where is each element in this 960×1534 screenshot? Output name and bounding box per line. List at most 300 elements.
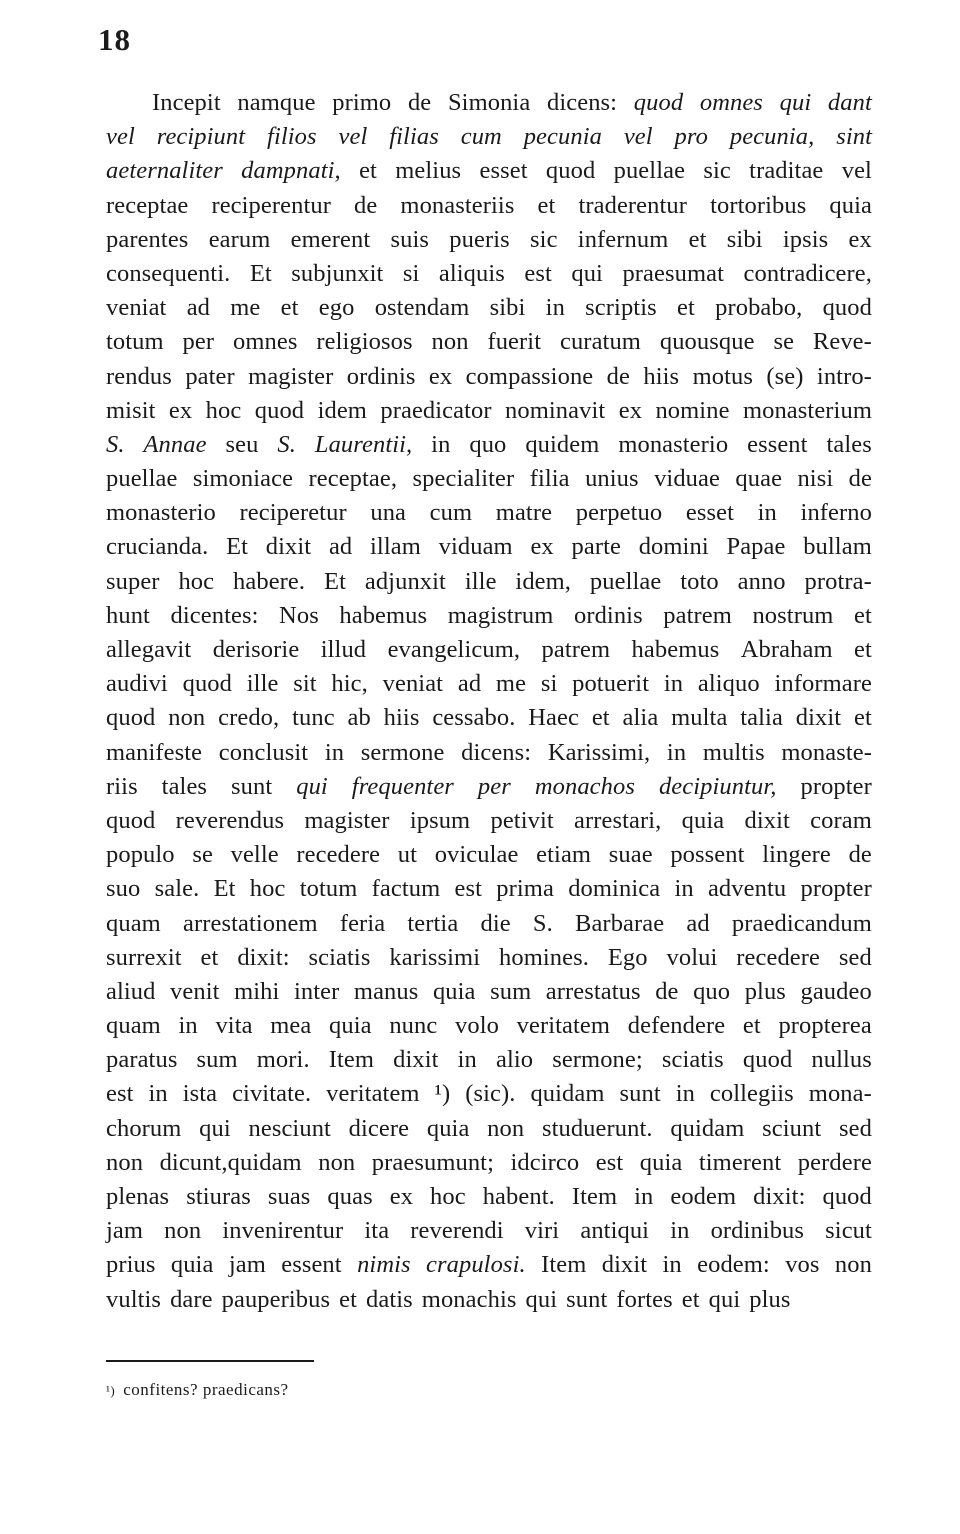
word: plus — [744, 977, 786, 1005]
word: vel — [623, 123, 653, 151]
word: quam — [106, 1012, 161, 1040]
word: Laurentii, — [314, 430, 413, 458]
word: alio — [495, 1046, 534, 1074]
word: ille — [246, 670, 279, 698]
word: in — [178, 1012, 198, 1040]
word: gaudeo — [800, 977, 872, 1005]
text-line — [106, 325, 872, 359]
word: ad — [457, 670, 482, 698]
word: Et — [226, 533, 249, 561]
word: ipsis — [782, 225, 829, 253]
word: veniat — [106, 294, 167, 322]
word: quod — [106, 806, 156, 834]
text-line — [106, 1180, 872, 1214]
word: earum — [208, 225, 271, 253]
word: totum — [299, 875, 358, 903]
word: jam — [106, 1217, 144, 1245]
text-line — [106, 1077, 872, 1111]
footnote-marker: ¹) — [106, 1383, 116, 1398]
word: arrestari, — [574, 806, 662, 834]
word: me — [495, 670, 527, 698]
word: pecunia, — [729, 123, 815, 151]
word: vel — [106, 123, 135, 151]
word: invenirentur — [222, 1217, 344, 1245]
word: ad — [328, 533, 353, 561]
word: monasterio — [106, 499, 216, 527]
word: sunt — [231, 772, 273, 800]
word: se — [192, 841, 213, 869]
word: hiis — [643, 362, 680, 390]
word: habere. — [233, 567, 306, 595]
word: specialiter — [412, 465, 515, 493]
text-line — [106, 1009, 872, 1043]
footnote-divider — [106, 1360, 314, 1362]
word: ordinis — [573, 601, 643, 629]
word: fuerit — [487, 328, 542, 356]
word: quidam — [670, 1114, 745, 1142]
word: mea — [270, 1012, 312, 1040]
word: Papae — [726, 533, 786, 561]
text-line — [106, 565, 872, 599]
word: sciunt — [762, 1114, 822, 1142]
text-line — [106, 599, 872, 633]
word: quod — [822, 294, 872, 322]
word: praesumunt; — [371, 1148, 494, 1176]
word: ille — [464, 567, 497, 595]
word: (se) — [766, 362, 804, 390]
word: ex — [530, 533, 554, 561]
word: vos — [785, 1251, 820, 1279]
word: non — [168, 704, 206, 732]
word: illud — [320, 636, 367, 663]
word: talia — [740, 704, 783, 732]
word: arrestatus — [545, 977, 641, 1005]
word: puellae — [613, 157, 686, 185]
word: veritatem — [326, 1080, 420, 1108]
word: ita — [364, 1217, 390, 1245]
text-line — [106, 804, 872, 838]
word: credo, — [218, 704, 280, 732]
text-line — [106, 872, 872, 906]
word: dicunt,quidam — [159, 1148, 302, 1176]
word: fortes — [616, 1285, 673, 1313]
word: in — [324, 738, 345, 766]
word: surrexit — [106, 943, 182, 971]
word: multa — [671, 704, 728, 732]
word: die — [480, 909, 511, 937]
word: Item — [541, 1251, 587, 1279]
word: homines. — [499, 943, 589, 971]
word: crapulosi. — [426, 1251, 526, 1279]
word: dixit — [795, 704, 842, 732]
word: religiosos — [316, 328, 413, 356]
word: dare — [170, 1285, 213, 1313]
text-line — [106, 257, 872, 291]
word: et — [280, 294, 299, 322]
word: dixit — [601, 1251, 648, 1279]
word: est — [595, 1148, 624, 1176]
word: lingere — [762, 841, 831, 869]
word: totum — [106, 328, 164, 356]
word: dicens: — [546, 89, 618, 116]
word: de — [848, 841, 872, 869]
word: arrestationem — [183, 909, 318, 937]
text-line — [106, 530, 872, 564]
word: collegiis — [709, 1080, 794, 1108]
word: hoc — [178, 567, 215, 595]
word: ad — [686, 909, 710, 937]
word: prius — [106, 1251, 156, 1279]
text-line — [106, 86, 872, 120]
word: praesumat — [622, 259, 725, 287]
word: intro- — [816, 362, 872, 390]
word: ipsum — [409, 806, 471, 834]
word: anno — [737, 567, 786, 595]
word: Barbarae — [575, 909, 665, 937]
word: propter — [800, 875, 872, 903]
word: dixit — [744, 806, 790, 834]
word: qui — [571, 259, 603, 287]
word: sed — [838, 1114, 872, 1142]
word: namque — [237, 89, 316, 116]
text-line — [106, 394, 872, 428]
word: seu — [225, 430, 259, 458]
word: dominica — [568, 875, 661, 903]
word: filias — [389, 123, 439, 151]
word: Ego — [607, 943, 648, 971]
word: in — [675, 1080, 695, 1108]
word: quod — [182, 670, 232, 698]
word: jam — [228, 1251, 266, 1279]
word: melius — [395, 157, 462, 185]
text-line — [106, 667, 872, 701]
word: subjunxit — [291, 259, 384, 287]
word: traderentur — [578, 191, 688, 219]
word: potuerit — [572, 670, 650, 698]
word: in — [148, 1080, 168, 1108]
word: ab — [347, 704, 371, 732]
word: vita — [215, 1012, 253, 1040]
word: dicens: — [461, 738, 532, 766]
word: dixit: — [753, 1183, 806, 1210]
word: viri — [524, 1217, 560, 1245]
word: populo — [106, 841, 175, 869]
word: sunt — [619, 1080, 661, 1108]
word: magister — [248, 362, 334, 390]
word: recedere — [736, 943, 821, 971]
word: bullam — [803, 533, 872, 561]
word: et — [854, 601, 872, 629]
word: veniat — [382, 670, 444, 698]
word: veritatem — [516, 1012, 611, 1040]
word: petivit — [490, 806, 554, 834]
word: manus — [353, 977, 419, 1005]
word: sicut — [825, 1217, 872, 1245]
word: S. — [106, 430, 125, 458]
word: ordinibus — [710, 1217, 805, 1245]
word: ex — [389, 1183, 414, 1210]
word: aeternaliter — [106, 157, 223, 185]
text-line — [106, 1043, 872, 1077]
text-line — [106, 291, 872, 325]
word: perpetuo — [575, 499, 663, 527]
word: vel — [841, 157, 872, 185]
text-line — [106, 975, 872, 1009]
word: in — [674, 875, 694, 903]
word: contradicere, — [743, 259, 872, 287]
word: ex — [168, 396, 193, 424]
word: unius — [585, 465, 639, 493]
word: Annae — [143, 430, 207, 458]
word: in — [634, 1183, 654, 1210]
word: tortoribus — [710, 191, 807, 219]
word: pater — [185, 362, 235, 390]
word: me — [230, 294, 261, 322]
word: aliquis — [438, 259, 505, 287]
word: consequenti. — [106, 259, 231, 287]
word: ego — [318, 294, 355, 322]
footnote — [106, 1380, 289, 1400]
word: inter — [293, 977, 340, 1005]
word: evangelicum, — [387, 636, 521, 663]
word: esset — [685, 499, 734, 527]
body-text — [106, 86, 872, 1317]
word: ex — [618, 396, 643, 424]
word: quia — [329, 1012, 372, 1040]
word: S. — [277, 430, 296, 458]
word: quae — [735, 465, 783, 493]
word: hic, — [331, 670, 368, 698]
word: dicentes: — [170, 601, 259, 629]
text-line — [106, 462, 872, 496]
word: quia — [426, 1114, 470, 1142]
word: pecunia — [523, 123, 602, 151]
word: ordinis — [346, 362, 416, 390]
word: ista — [182, 1080, 218, 1108]
word: compassione — [465, 362, 594, 390]
word: sciatis — [661, 1046, 724, 1074]
word: sic — [530, 225, 558, 253]
word: dicere — [348, 1114, 410, 1142]
word: propterea — [778, 1012, 872, 1040]
word: nostrum — [752, 601, 834, 629]
word: et — [854, 704, 872, 732]
word: quia — [432, 977, 476, 1005]
word: magistrum — [447, 601, 554, 629]
word: quidam — [530, 1080, 605, 1108]
word: domini — [638, 533, 709, 561]
word: Et — [324, 567, 346, 595]
word: ostendam — [374, 294, 470, 322]
text-line — [106, 1248, 872, 1282]
word: praedicator — [380, 396, 492, 424]
word: qui — [199, 1114, 231, 1142]
word: reverendi — [410, 1217, 504, 1245]
word: idem, — [515, 567, 572, 595]
word: plus — [749, 1285, 791, 1313]
word: hoc — [205, 396, 242, 424]
word: derisorie — [212, 636, 300, 663]
text-line — [106, 428, 872, 462]
word: quo — [469, 430, 507, 458]
word: audivi — [106, 670, 168, 698]
word: magister — [304, 806, 390, 834]
text-line — [106, 1112, 872, 1146]
word: hiis — [383, 704, 420, 732]
word: informare — [774, 670, 872, 698]
word: monasterio — [618, 430, 729, 458]
footnote-text: confitens? praedicans? — [123, 1380, 289, 1399]
word: Incepit — [152, 89, 221, 116]
word: possent — [670, 841, 745, 869]
word: Nos — [279, 601, 319, 629]
word: datis — [366, 1285, 413, 1313]
word: manifeste — [106, 738, 203, 766]
word: patrem — [541, 636, 611, 663]
word: Et — [249, 259, 272, 287]
word: dixit: — [237, 943, 290, 971]
word: non — [431, 328, 469, 356]
word: cessabo. — [432, 704, 516, 732]
word: viduae — [654, 465, 720, 493]
word: volui — [666, 943, 718, 971]
word: dampnati, — [241, 157, 341, 185]
text-line — [106, 736, 872, 770]
word: de — [407, 89, 432, 116]
word: misit — [106, 396, 156, 424]
word: (sic). — [465, 1080, 516, 1108]
word: dixit — [393, 1046, 439, 1074]
text-line — [106, 189, 872, 223]
word: essent — [747, 430, 808, 458]
word: feria — [339, 909, 386, 937]
word: sed — [838, 943, 872, 971]
word: coram — [810, 806, 872, 834]
word: mihi — [234, 977, 280, 1005]
word: quia — [639, 1148, 683, 1176]
word: suas — [267, 1183, 311, 1210]
word: quousque — [659, 328, 755, 356]
word: in — [662, 1251, 682, 1279]
word: Abraham — [740, 636, 833, 663]
word: praedicandum — [731, 909, 872, 937]
word: illam — [370, 533, 421, 561]
word: monasteriis — [400, 191, 515, 219]
word: per — [477, 772, 511, 800]
word: tertia — [407, 909, 459, 937]
word: riis — [106, 772, 138, 800]
word: in — [670, 1217, 690, 1245]
word: cum — [460, 123, 502, 151]
word: Karissimi, — [547, 738, 651, 766]
word: viduam — [438, 533, 513, 561]
word: suae — [608, 841, 653, 869]
word: simoniace — [192, 465, 294, 493]
word: ¹) — [434, 1080, 451, 1108]
word: traditae — [749, 157, 824, 185]
word: karissimi — [389, 943, 481, 971]
word: alia — [622, 704, 659, 732]
word: inferno — [800, 499, 872, 527]
word: propter — [800, 772, 872, 800]
word: recipiunt — [156, 123, 246, 151]
text-line — [106, 120, 872, 154]
word: Simonia — [447, 89, 531, 116]
word: ex — [428, 362, 453, 390]
word: motus — [692, 362, 753, 390]
word: quidem — [525, 430, 600, 458]
word: et — [854, 636, 872, 663]
word: volo — [455, 1012, 499, 1040]
word: studuerunt. — [541, 1114, 653, 1142]
word: pro — [674, 123, 708, 151]
word: in — [666, 738, 687, 766]
word: sunt — [566, 1285, 608, 1313]
word: de — [354, 191, 378, 219]
word: recedere — [296, 841, 381, 869]
word: est — [106, 1080, 134, 1108]
word: non — [318, 1148, 356, 1176]
word: quod — [106, 704, 156, 732]
word: aliud — [106, 977, 156, 1005]
word: quam — [106, 909, 161, 937]
word: pueris — [449, 225, 510, 253]
word: se — [773, 328, 795, 356]
word: suo — [106, 875, 141, 903]
text-line — [106, 907, 872, 941]
word: nominavit — [505, 396, 606, 424]
text-line — [106, 1146, 872, 1180]
word: habent. — [482, 1183, 555, 1210]
word: quo — [693, 977, 731, 1005]
word: in — [457, 1046, 477, 1074]
word: primo — [332, 89, 392, 116]
word: vultis — [106, 1285, 162, 1313]
word: sermone; — [552, 1046, 643, 1074]
word: tales — [826, 430, 872, 458]
word: monaste- — [781, 738, 872, 766]
word: infernum — [577, 225, 669, 253]
word: esset — [479, 157, 528, 185]
word: de — [848, 465, 872, 493]
text-line — [106, 633, 872, 667]
word: receptae, — [308, 465, 398, 493]
word: sum — [490, 977, 532, 1005]
word: sic — [703, 157, 731, 185]
word: curatum — [559, 328, 641, 356]
text-line — [106, 360, 872, 394]
word: idem — [317, 396, 367, 424]
word: nomine — [655, 396, 730, 424]
word: puellae — [106, 465, 178, 493]
word: si — [540, 670, 558, 698]
word: nimis — [357, 1251, 411, 1279]
word: multis — [702, 738, 765, 766]
word: filia — [529, 465, 570, 493]
text-line — [106, 770, 872, 804]
word: antiqui — [580, 1217, 650, 1245]
word: habemus — [631, 636, 720, 663]
word: nunc — [389, 1012, 438, 1040]
word: omnes — [699, 89, 763, 116]
word: quod — [822, 1183, 872, 1210]
word: allegavit — [106, 636, 192, 663]
word: quia — [829, 191, 872, 219]
word: receptae — [106, 191, 189, 219]
word: eodem: — [697, 1251, 770, 1279]
word: aliquo — [697, 670, 760, 698]
word: matre — [495, 499, 553, 527]
